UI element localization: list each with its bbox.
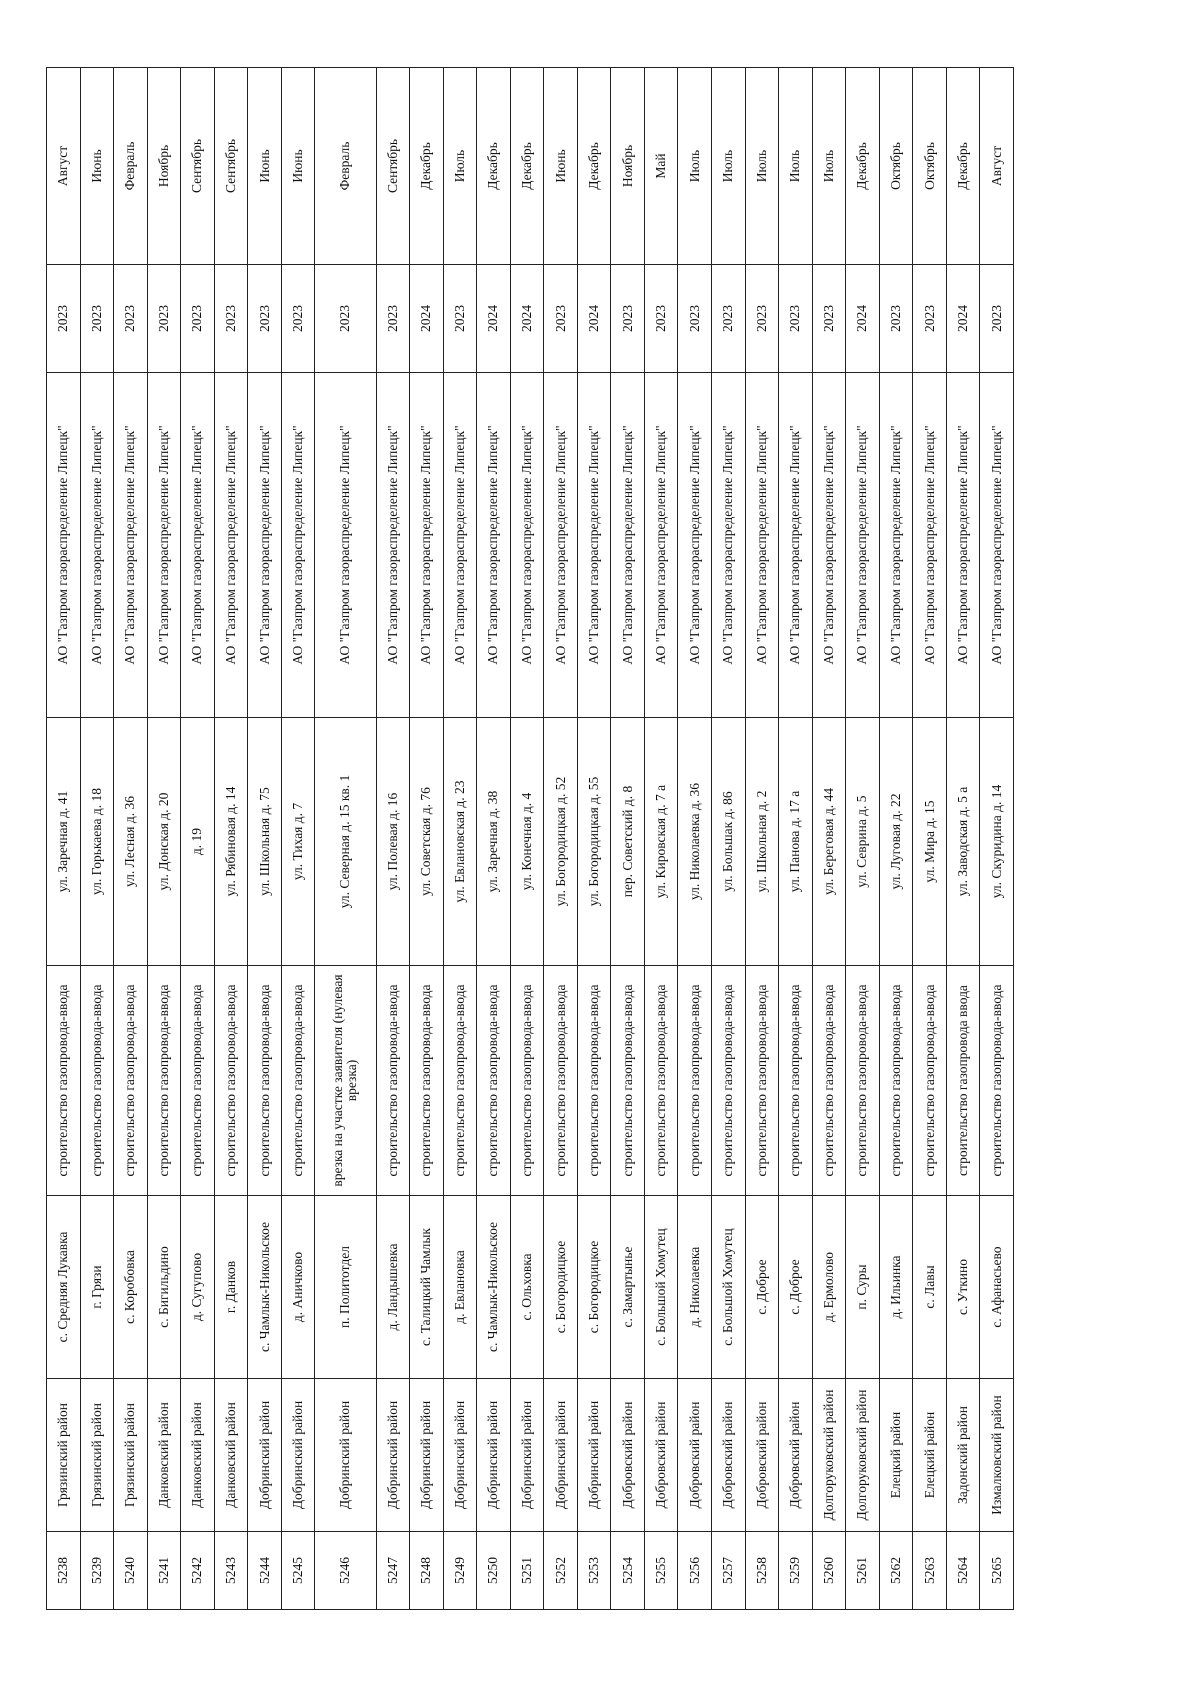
month-cell: Июль [443,68,477,265]
address-cell: ул. Заречная д. 38 [477,718,511,966]
year-cell: 2023 [913,265,947,373]
month-cell: Август [47,68,81,265]
work-type-cell: строительство газопровода-ввода [611,966,645,1196]
work-type-cell: строительство газопровода-ввода [376,966,410,1196]
organization-cell: АО "Газпром газораспределение Липецк" [315,373,376,718]
year-cell: 2023 [879,265,913,373]
organization-cell: АО "Газпром газораспределение Липецк" [846,373,880,718]
locality-cell: д. Ильинка [879,1196,913,1379]
organization-cell: АО "Газпром газораспределение Липецк" [611,373,645,718]
locality-cell: с. Чамлык-Никольское [248,1196,282,1379]
locality-cell: п. Суры [846,1196,880,1379]
address-cell: ул. Богородицкая д. 52 [544,718,578,966]
locality-cell: с. Средняя Лукавка [47,1196,81,1379]
table-row [712,68,746,1610]
table-row [410,68,444,1610]
organization-cell: АО "Газпром газораспределение Липецк" [980,373,1014,718]
month-cell: Декабрь [510,68,544,265]
locality-cell: с. Замартынье [611,1196,645,1379]
work-type-cell: строительство газопровода-ввода [214,966,248,1196]
district-cell: Задонский район [946,1379,980,1532]
table-row [510,68,544,1610]
gasification-table [46,67,1014,1610]
work-type-cell: строительство газопровода-ввода [812,966,846,1196]
row-number-cell: 5251 [510,1532,544,1610]
work-type-cell: строительство газопровода-ввода [248,966,282,1196]
locality-cell: с. Бигильдино [147,1196,181,1379]
organization-cell: АО "Газпром газораспределение Липецк" [80,373,114,718]
year-cell: 2023 [544,265,578,373]
address-cell: ул. Богородицкая д. 55 [577,718,611,966]
district-cell: Добринский район [410,1379,444,1532]
district-cell: Добринский район [443,1379,477,1532]
district-cell: Добринский район [577,1379,611,1532]
work-type-cell: строительство газопровода-ввода [181,966,215,1196]
address-cell: ул. Полевая д. 16 [376,718,410,966]
organization-cell: АО "Газпром газораспределение Липецк" [879,373,913,718]
year-cell: 2023 [147,265,181,373]
organization-cell: АО "Газпром газораспределение Липецк" [913,373,947,718]
row-number-cell: 5244 [248,1532,282,1610]
row-number-cell: 5265 [980,1532,1014,1610]
address-cell: ул. Школьная д. 75 [248,718,282,966]
row-number-cell: 5254 [611,1532,645,1610]
month-cell: Сентябрь [181,68,215,265]
year-cell: 2024 [577,265,611,373]
year-cell: 2023 [980,265,1014,373]
row-number-cell: 5256 [678,1532,712,1610]
row-number-cell: 5252 [544,1532,578,1610]
row-number-cell: 5245 [281,1532,315,1610]
district-cell: Грязинский район [80,1379,114,1532]
address-cell: ул. Панова д. 17 а [779,718,813,966]
year-cell: 2023 [181,265,215,373]
table-body [47,68,1014,1610]
address-cell: ул. Евлановская д. 23 [443,718,477,966]
district-cell: Данковский район [147,1379,181,1532]
work-type-cell: строительство газопровода-ввода [544,966,578,1196]
locality-cell: с. Богородицкое [577,1196,611,1379]
month-cell: Февраль [114,68,148,265]
work-type-cell: строительство газопровода-ввода [147,966,181,1196]
year-cell: 2023 [281,265,315,373]
district-cell: Добринский район [281,1379,315,1532]
month-cell: Декабрь [577,68,611,265]
address-cell: ул. Большак д. 86 [712,718,746,966]
organization-cell: АО "Газпром газораспределение Липецк" [147,373,181,718]
row-number-cell: 5242 [181,1532,215,1610]
work-type-cell: строительство газопровода-ввода [410,966,444,1196]
address-cell: ул. Донская д. 20 [147,718,181,966]
table-row [577,68,611,1610]
address-cell: ул. Скуридина д. 14 [980,718,1014,966]
table-row [678,68,712,1610]
year-cell: 2024 [410,265,444,373]
month-cell: Июнь [80,68,114,265]
table-row [214,68,248,1610]
work-type-cell: строительство газопровода ввода [946,966,980,1196]
work-type-cell: строительство газопровода-ввода [913,966,947,1196]
work-type-cell: строительство газопровода-ввода [510,966,544,1196]
month-cell: Июль [745,68,779,265]
organization-cell: АО "Газпром газораспределение Липецк" [946,373,980,718]
table-row [376,68,410,1610]
work-type-cell: строительство газопровода-ввода [846,966,880,1196]
address-cell: ул. Северная д. 15 кв. 1 [315,718,376,966]
address-cell: ул. Конечная д. 4 [510,718,544,966]
row-number-cell: 5255 [644,1532,678,1610]
locality-cell: д. Ермолово [812,1196,846,1379]
year-cell: 2023 [745,265,779,373]
locality-cell: с. Талицкий Чамлык [410,1196,444,1379]
address-cell: ул. Николаевка д. 36 [678,718,712,966]
year-cell: 2023 [315,265,376,373]
district-cell: Данковский район [181,1379,215,1532]
address-cell: ул. Горькаева д. 18 [80,718,114,966]
year-cell: 2023 [779,265,813,373]
year-cell: 2023 [712,265,746,373]
address-cell: ул. Луговая д. 22 [879,718,913,966]
organization-cell: АО "Газпром газораспределение Липецк" [181,373,215,718]
rotated-table-wrapper [46,68,1014,1610]
row-number-cell: 5259 [779,1532,813,1610]
row-number-cell: 5249 [443,1532,477,1610]
locality-cell: с. Богородицкое [544,1196,578,1379]
organization-cell: АО "Газпром газораспределение Липецк" [248,373,282,718]
month-cell: Июль [812,68,846,265]
district-cell: Добровский район [644,1379,678,1532]
organization-cell: АО "Газпром газораспределение Липецк" [812,373,846,718]
district-cell: Данковский район [214,1379,248,1532]
district-cell: Елецкий район [879,1379,913,1532]
month-cell: Май [644,68,678,265]
organization-cell: АО "Газпром газораспределение Липецк" [577,373,611,718]
row-number-cell: 5250 [477,1532,511,1610]
year-cell: 2024 [946,265,980,373]
year-cell: 2023 [812,265,846,373]
district-cell: Грязинский район [114,1379,148,1532]
locality-cell: с. Ольховка [510,1196,544,1379]
address-cell: д. 19 [181,718,215,966]
work-type-cell: строительство газопровода-ввода [477,966,511,1196]
organization-cell: АО "Газпром газораспределение Липецк" [477,373,511,718]
table-row [644,68,678,1610]
locality-cell: д. Николаевка [678,1196,712,1379]
address-cell: ул. Кировская д. 7 а [644,718,678,966]
table-row [913,68,947,1610]
row-number-cell: 5238 [47,1532,81,1610]
organization-cell: АО "Газпром газораспределение Липецк" [544,373,578,718]
table-row [611,68,645,1610]
district-cell: Добринский район [248,1379,282,1532]
organization-cell: АО "Газпром газораспределение Липецк" [214,373,248,718]
locality-cell: г. Грязи [80,1196,114,1379]
district-cell: Добровский район [745,1379,779,1532]
organization-cell: АО "Газпром газораспределение Липецк" [779,373,813,718]
table-row [281,68,315,1610]
organization-cell: АО "Газпром газораспределение Липецк" [510,373,544,718]
month-cell: Декабрь [946,68,980,265]
row-number-cell: 5246 [315,1532,376,1610]
month-cell: Февраль [315,68,376,265]
month-cell: Июль [779,68,813,265]
work-type-cell: строительство газопровода-ввода [678,966,712,1196]
locality-cell: г. Данков [214,1196,248,1379]
row-number-cell: 5262 [879,1532,913,1610]
locality-cell: с. Лавы [913,1196,947,1379]
table-row [946,68,980,1610]
organization-cell: АО "Газпром газораспределение Липецк" [114,373,148,718]
table-row [980,68,1014,1610]
row-number-cell: 5261 [846,1532,880,1610]
district-cell: Добринский район [376,1379,410,1532]
table-row [147,68,181,1610]
table-row [315,68,376,1610]
row-number-cell: 5264 [946,1532,980,1610]
work-type-cell: строительство газопровода-ввода [644,966,678,1196]
table-row [47,68,81,1610]
organization-cell: АО "Газпром газораспределение Липецк" [376,373,410,718]
work-type-cell: врезка на участке заявителя (нулевая врезка) [315,966,376,1196]
month-cell: Июнь [544,68,578,265]
month-cell: Сентябрь [214,68,248,265]
district-cell: Долгоруковский район [846,1379,880,1532]
row-number-cell: 5260 [812,1532,846,1610]
row-number-cell: 5247 [376,1532,410,1610]
address-cell: ул. Тихая д. 7 [281,718,315,966]
district-cell: Добринский район [477,1379,511,1532]
table-row [443,68,477,1610]
year-cell: 2023 [376,265,410,373]
district-cell: Измалковский район [980,1379,1014,1532]
table-row [745,68,779,1610]
year-cell: 2023 [644,265,678,373]
locality-cell: с. Доброе [779,1196,813,1379]
locality-cell: с. Большой Хомутец [644,1196,678,1379]
table-row [879,68,913,1610]
address-cell: ул. Школьная д. 2 [745,718,779,966]
district-cell: Добровский район [678,1379,712,1532]
row-number-cell: 5241 [147,1532,181,1610]
district-cell: Добринский район [315,1379,376,1532]
month-cell: Декабрь [410,68,444,265]
work-type-cell: строительство газопровода-ввода [745,966,779,1196]
work-type-cell: строительство газопровода-ввода [47,966,81,1196]
year-cell: 2023 [678,265,712,373]
table-row [80,68,114,1610]
table-row [248,68,282,1610]
table-row [846,68,880,1610]
month-cell: Ноябрь [147,68,181,265]
organization-cell: АО "Газпром газораспределение Липецк" [712,373,746,718]
table-row [114,68,148,1610]
year-cell: 2023 [80,265,114,373]
row-number-cell: 5257 [712,1532,746,1610]
district-cell: Долгоруковский район [812,1379,846,1532]
district-cell: Добровский район [712,1379,746,1532]
work-type-cell: строительство газопровода-ввода [577,966,611,1196]
locality-cell: д. Евлановка [443,1196,477,1379]
work-type-cell: строительство газопровода-ввода [80,966,114,1196]
organization-cell: АО "Газпром газораспределение Липецк" [745,373,779,718]
district-cell: Добринский район [544,1379,578,1532]
work-type-cell: строительство газопровода-ввода [114,966,148,1196]
locality-cell: д. Сугупово [181,1196,215,1379]
locality-cell: п. Политотдел [315,1196,376,1379]
address-cell: ул. Лесная д. 36 [114,718,148,966]
month-cell: Июнь [248,68,282,265]
row-number-cell: 5248 [410,1532,444,1610]
organization-cell: АО "Газпром газораспределение Липецк" [281,373,315,718]
year-cell: 2023 [443,265,477,373]
year-cell: 2024 [477,265,511,373]
address-cell: пер. Советский д. 8 [611,718,645,966]
district-cell: Елецкий район [913,1379,947,1532]
year-cell: 2023 [248,265,282,373]
month-cell: Октябрь [879,68,913,265]
year-cell: 2023 [114,265,148,373]
locality-cell: д. Ландышевка [376,1196,410,1379]
month-cell: Июль [678,68,712,265]
district-cell: Добринский район [510,1379,544,1532]
district-cell: Добровский район [779,1379,813,1532]
address-cell: ул. Береговая д. 44 [812,718,846,966]
month-cell: Октябрь [913,68,947,265]
work-type-cell: строительство газопровода-ввода [281,966,315,1196]
locality-cell: с. Доброе [745,1196,779,1379]
locality-cell: д. Аничково [281,1196,315,1379]
month-cell: Декабрь [846,68,880,265]
row-number-cell: 5258 [745,1532,779,1610]
work-type-cell: строительство газопровода-ввода [779,966,813,1196]
month-cell: Сентябрь [376,68,410,265]
row-number-cell: 5243 [214,1532,248,1610]
year-cell: 2023 [47,265,81,373]
address-cell: ул. Севрина д. 5 [846,718,880,966]
row-number-cell: 5240 [114,1532,148,1610]
work-type-cell: строительство газопровода-ввода [879,966,913,1196]
locality-cell: с. Уткино [946,1196,980,1379]
organization-cell: АО "Газпром газораспределение Липецк" [644,373,678,718]
address-cell: ул. Заречная д. 41 [47,718,81,966]
month-cell: Август [980,68,1014,265]
organization-cell: АО "Газпром газораспределение Липецк" [47,373,81,718]
row-number-cell: 5239 [80,1532,114,1610]
locality-cell: с. Большой Хомутец [712,1196,746,1379]
month-cell: Декабрь [477,68,511,265]
organization-cell: АО "Газпром газораспределение Липецк" [678,373,712,718]
year-cell: 2023 [214,265,248,373]
month-cell: Ноябрь [611,68,645,265]
work-type-cell: строительство газопровода-ввода [712,966,746,1196]
locality-cell: с. Афанасьево [980,1196,1014,1379]
address-cell: ул. Рябиновая д. 14 [214,718,248,966]
year-cell: 2024 [510,265,544,373]
district-cell: Грязинский район [47,1379,81,1532]
organization-cell: АО "Газпром газораспределение Липецк" [443,373,477,718]
table-row [477,68,511,1610]
year-cell: 2024 [846,265,880,373]
district-cell: Добровский район [611,1379,645,1532]
organization-cell: АО "Газпром газораспределение Липецк" [410,373,444,718]
table-row [779,68,813,1610]
month-cell: Июль [712,68,746,265]
table-row [544,68,578,1610]
address-cell: ул. Советская д. 76 [410,718,444,966]
table-row [181,68,215,1610]
address-cell: ул. Заводская д. 5 а [946,718,980,966]
locality-cell: с. Коробовка [114,1196,148,1379]
row-number-cell: 5253 [577,1532,611,1610]
month-cell: Июнь [281,68,315,265]
locality-cell: с. Чамлык-Никольское [477,1196,511,1379]
row-number-cell: 5263 [913,1532,947,1610]
work-type-cell: строительство газопровода-ввода [443,966,477,1196]
address-cell: ул. Мира д. 15 [913,718,947,966]
year-cell: 2023 [611,265,645,373]
table-row [812,68,846,1610]
work-type-cell: строительство газопровода-ввода [980,966,1014,1196]
